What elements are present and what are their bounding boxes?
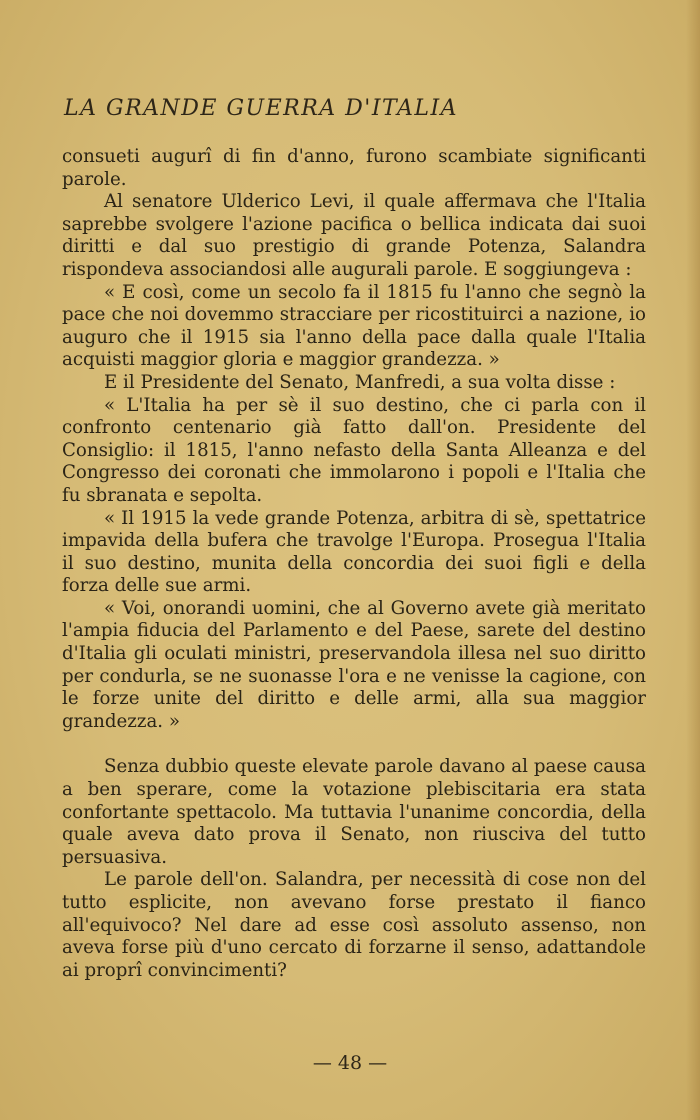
page-edge-shadow [686, 0, 700, 1120]
paragraph-3: « E così, come un secolo fa il 1815 fu l'anno che segnò la pace che noi dovemmo stracciare per ricostituirci a nazione, io auguro che il 1915 sia l'anno della pace dalla quale l'Italia acquisti maggior gloria e maggior grandezza. » [62, 281, 646, 371]
paragraph-5: « L'Italia ha per sè il suo destino, che ci parla con il confronto centenario già fatto dall'on. Presidente del Consiglio: il 1815, l'anno nefasto della Santa Alleanza e del Congresso dei coronati che immolarono i popoli e l'Italia che fu sbranata e sepolta. [62, 394, 646, 506]
paragraph-1: consueti augurî di fin d'anno, furono scambiate significanti parole. [62, 146, 646, 190]
page-number: — 48 — [312, 1052, 388, 1074]
paragraph-7: « Voi, onorandi uomini, che al Governo avete già meritato l'ampia fiducia del Parlamento e del Paese, sarete del destino d'Italia gli oculati ministri, preservandola illesa nel suo diritto per condurla, se ne suonasse l'ora e ne venisse la cagione, con le forze unite del diritto e delle armi, alla sua maggior grandezza. » [62, 597, 646, 732]
paragraph-4: E il Presidente del Senato, Manfredi, a sua volta disse : [104, 371, 616, 393]
paragraph-2: Al senatore Ulderico Levi, il quale affermava che l'Italia saprebbe svolgere l'azione pacifica o bellica indicata dai suoi diritti e dal suo prestigio di grande Potenza, Salandra rispondeva associandosi alle augurali parole. E soggiungeva : [62, 191, 646, 280]
paragraph-9: Le parole dell'on. Salandra, per necessità di cose non del tutto esplicite, non avevano forse prestato il fianco all'equivoco? Nel dare ad esse così assoluto assenso, non aveva forse più d'uno cercato di forzarne il senso, adattandole ai proprî convincimenti? [62, 869, 646, 981]
running-head: LA GRANDE GUERRA D'ITALIA [64, 96, 459, 121]
paragraph-8: Senza dubbio queste elevate parole davano al paese causa a ben sperare, come la votazione plebiscitaria era stata confortante spettacolo. Ma tuttavia l'unanime concordia, della quale aveva dato prova il Senato, non riusciva del tutto persuasiva. [62, 756, 646, 868]
paragraph-6: « Il 1915 la vede grande Potenza, arbitra di sè, spettatrice impavida della bufera che travolge l'Europa. Prosegua l'Italia il suo destino, munita della concordia dei suoi figli e della forza delle sue armi. [62, 507, 646, 597]
body-text [62, 146, 646, 982]
